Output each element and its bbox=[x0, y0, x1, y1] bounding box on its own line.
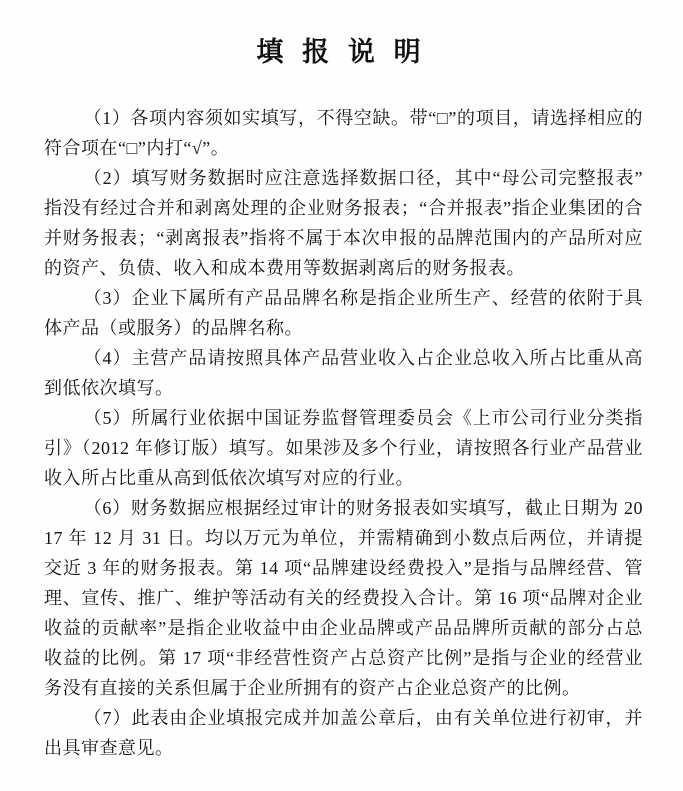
instruction-paragraph-5: （5）所属行业依据中国证券监督管理委员会《上市公司行业分类指引》（2012 年修订版）填写。如果涉及多个行业，请按照各行业产品营业收入所占比重从高到低依次填写对应的行业。 bbox=[44, 408, 643, 488]
instruction-paragraph-4: （4）主营产品请按照具体产品营业收入占企业总收入所占比重从高到低依次填写。 bbox=[44, 348, 643, 398]
instruction-paragraph-1: （1）各项内容须如实填写，不得空缺。带“□”的项目，请选择相应的符合项在“□”内打“√”。 bbox=[44, 108, 643, 158]
document-body bbox=[0, 103, 683, 763]
instruction-paragraph-2: （2）填写财务数据时应注意选择数据口径，其中“母公司完整报表”指没有经过合并和剥离处理的企业财务报表；“合并报表”指企业集团的合并财务报表；“剥离报表”指将不属于本次申报的品牌范围内的产品所对应的资产、负债、收入和成本费用等数据剥离后的财务报表。 bbox=[44, 168, 643, 278]
instruction-paragraph-3: （3）企业下属所有产品品牌名称是指企业所生产、经营的依附于具体产品（或服务）的品牌名称。 bbox=[44, 288, 643, 338]
page-title: 填 报 说 明 bbox=[256, 37, 427, 67]
instruction-paragraph-7: （7）此表由企业填报完成并加盖公章后，由有关单位进行初审，并出具审查意见。 bbox=[44, 708, 643, 758]
instruction-paragraph-6: （6）财务数据应根据经过审计的财务报表如实填写，截止日期为 2017 年 12 月 31 日。均以万元为单位，并需精确到小数点后两位，并请提交近 3 年的财务报表。第 14 项“品牌建设经费投入”是指与品牌经营、管理、宣传、推广、维护等活动有关的经费投入合计。第 16 项“品牌对企业收益的贡献率”是指企业收益中由企业品牌或产品品牌所贡献的部分占总收益的比例。第 17 项“非经营性资产占总资产比例”是指与企业的经营业务没有直接的关系但属于企业所拥有的资产占企业总资产的比例。 bbox=[44, 498, 643, 698]
